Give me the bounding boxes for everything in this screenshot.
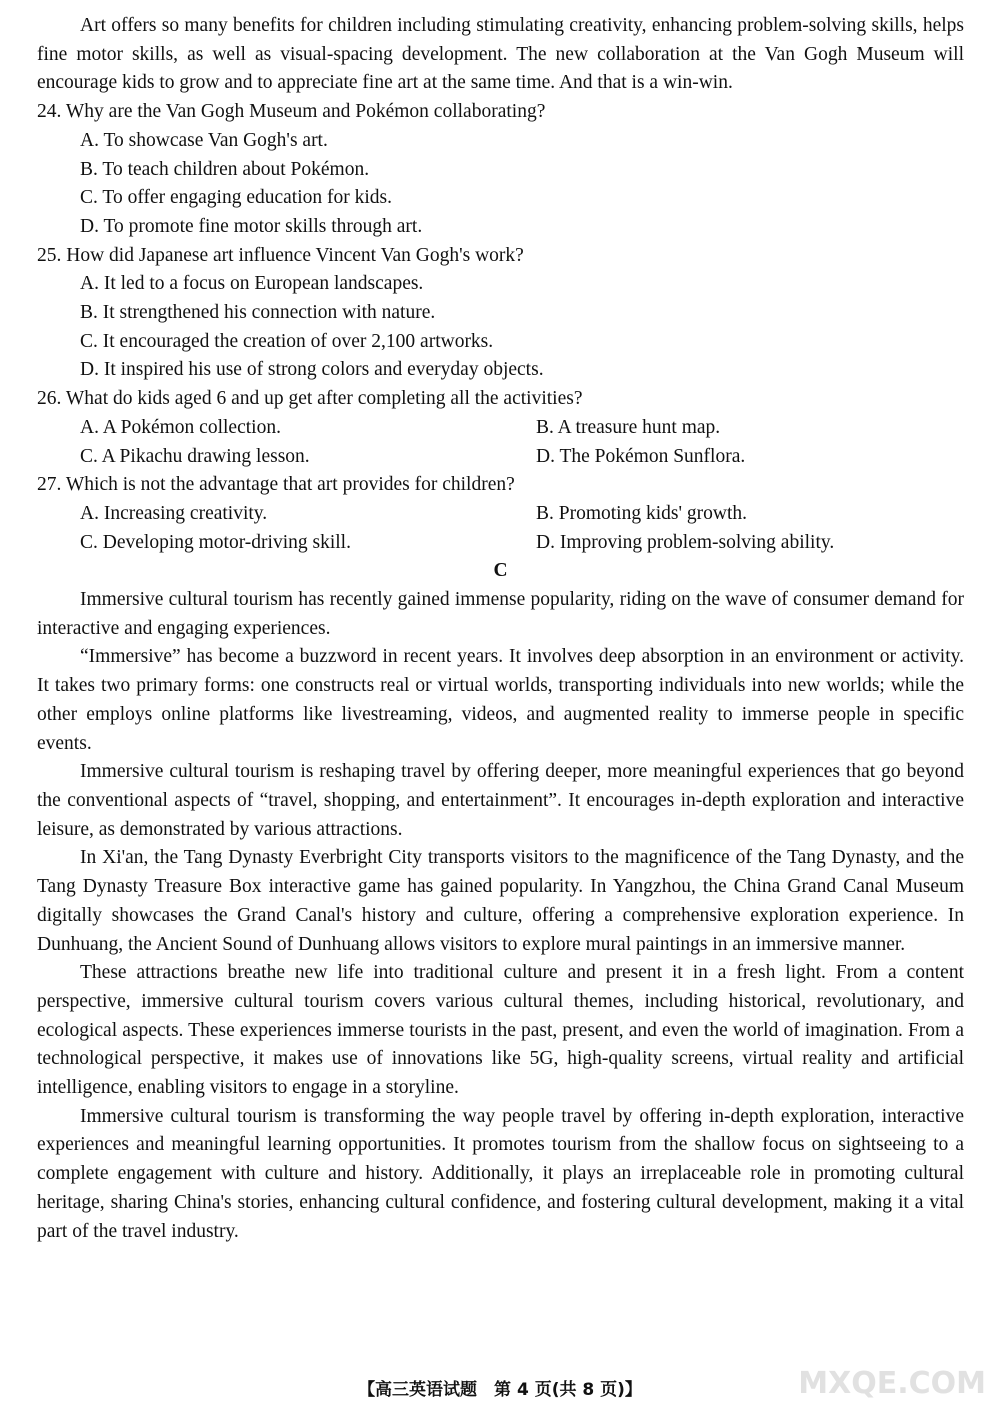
option-c: C. Developing motor-driving skill. <box>80 531 351 553</box>
passage-paragraph: In Xi'an, the Tang Dynasty Everbright City transports visitors to the magnificence of the Tang Dynasty, and the Tang Dynasty Treasure Box interactive game has gained popularity. In Yangzhou, the China Grand Canal Museum digitally showcases the Grand Canal's history and culture, offering a comprehensive exploration experience. In Dunhuang, the Ancient Sound of Dunhuang allows visitors to explore mural paintings in an immersive manner. <box>37 847 964 955</box>
section-heading: C <box>493 560 508 582</box>
watermark: MXQE.COM <box>798 1366 986 1401</box>
option-c: C. A Pikachu drawing lesson. <box>80 445 310 467</box>
option-a: A. Increasing creativity. <box>80 502 268 524</box>
option-b: B. Promoting kids' growth. <box>536 502 747 524</box>
passage-paragraph: “Immersive” has become a buzzword in recent years. It involves deep absorption in an environment or activity. It takes two primary forms: one constructs real or virtual worlds, transporting individuals into new worlds; while the other employs online platforms like livestreaming, videos, and augmented reality to immerse people in specific events. <box>37 646 964 754</box>
exam-page <box>37 12 964 1246</box>
option-d: D. It inspired his use of strong colors and everyday objects. <box>80 359 544 381</box>
page-footer: 【高三英语试题 第 4 页(共 8 页)】 <box>358 1380 642 1400</box>
question-stem: 24. Why are the Van Gogh Museum and Pokémon collaborating? <box>37 101 546 123</box>
option-a: A. It led to a focus on European landscapes. <box>80 273 424 295</box>
option-a: A. To showcase Van Gogh's art. <box>80 129 328 151</box>
option-row <box>37 529 964 558</box>
question-stem: 27. Which is not the advantage that art provides for children? <box>37 474 515 496</box>
option-d: D. The Pokémon Sunflora. <box>536 445 746 467</box>
question-stem: 25. How did Japanese art influence Vincent Van Gogh's work? <box>37 244 524 266</box>
intro-paragraph: Art offers so many benefits for children including stimulating creativity, enhancing problem-solving skills, helps fine motor skills, as well as visual-spacing development. The new collaboration at the Van Gogh Museum will encourage kids to grow and to appreciate fine art at the same time. And that is a win-win. <box>37 15 964 94</box>
option-d: D. Improving problem-solving ability. <box>536 531 835 553</box>
passage-paragraph: Immersive cultural tourism is transforming the way people travel by offering in-depth exploration, interactive experiences and meaningful learning opportunities. It promotes tourism from the shallow focus on sightseeing to a complete engagement with culture and history. Additionally, it plays an irreplaceable role in promoting cultural heritage, sharing China's stories, enhancing cultural confidence, and fostering cultural development, making it a vital part of the travel industry. <box>37 1105 964 1242</box>
option-row <box>37 500 964 529</box>
option-b: B. It strengthened his connection with nature. <box>80 302 436 324</box>
option-c: C. To offer engaging education for kids. <box>80 187 393 209</box>
option-b: B. To teach children about Pokémon. <box>80 158 370 180</box>
option-a: A. A Pokémon collection. <box>80 416 281 438</box>
option-row <box>37 414 964 443</box>
question-27 <box>37 471 964 557</box>
passage-paragraph: Immersive cultural tourism has recently gained immense popularity, riding on the wave of consumer demand for interactive and engaging experiences. <box>37 589 964 639</box>
question-26 <box>37 385 964 471</box>
option-c: C. It encouraged the creation of over 2,100 artworks. <box>80 330 494 352</box>
question-stem: 26. What do kids aged 6 and up get after completing all the activities? <box>37 388 583 410</box>
question-25 <box>37 242 964 386</box>
passage-paragraph: Immersive cultural tourism is reshaping travel by offering deeper, more meaningful experiences that go beyond the conventional aspects of “travel, shopping, and entertainment”. It encourages in-depth exploration and interactive leisure, as demonstrated by various attractions. <box>37 761 964 840</box>
question-24 <box>37 98 964 242</box>
option-b: B. A treasure hunt map. <box>536 416 721 438</box>
option-d: D. To promote fine motor skills through art. <box>80 215 423 237</box>
option-row <box>37 443 964 472</box>
passage-paragraph: These attractions breathe new life into traditional culture and present it in a fresh light. From a content perspective, immersive cultural tourism covers various cultural themes, including historical, revolutionary, and ecological aspects. These experiences immerse tourists in the past, present, and even the world of imagination. From a technological perspective, it makes use of innovations like 5G, high-quality screens, virtual reality and artificial intelligence, enabling visitors to engage in a storyline. <box>37 962 964 1099</box>
